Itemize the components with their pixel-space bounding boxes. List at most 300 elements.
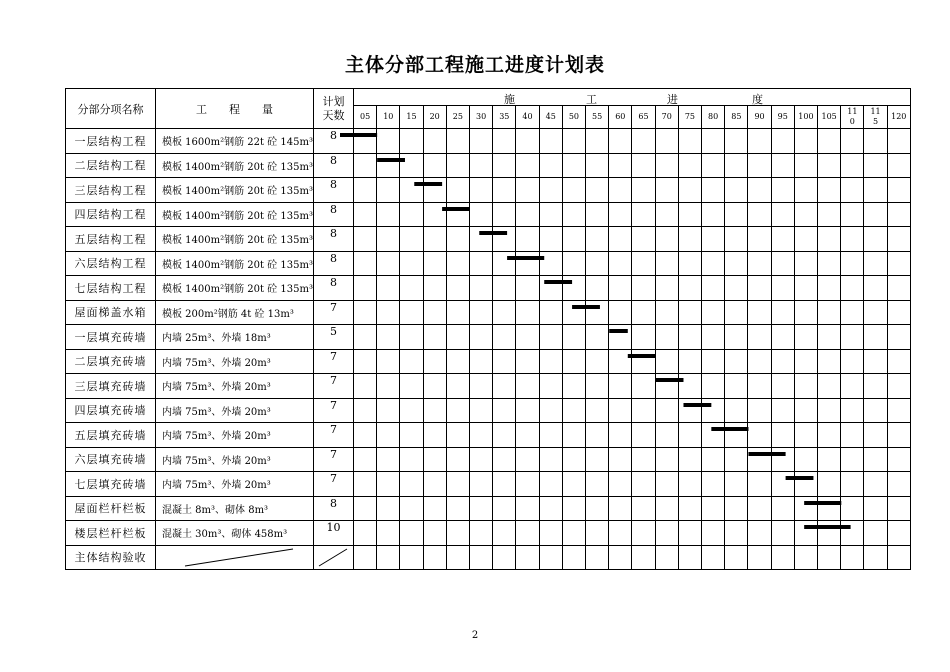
grid-cell: [353, 374, 376, 399]
grid-cell: [609, 521, 632, 546]
grid-cell: [423, 521, 446, 546]
grid-cell: [516, 423, 539, 448]
row-plan-days: 8: [313, 496, 353, 521]
grid-cell: [609, 129, 632, 154]
grid-cell: [539, 349, 562, 374]
grid-cell: [771, 202, 794, 227]
grid-cell: [377, 153, 400, 178]
grid-cell: [586, 423, 609, 448]
tick-label: 60: [609, 106, 632, 129]
grid-cell: [562, 398, 585, 423]
grid-cell: [702, 227, 725, 252]
grid-cell: [470, 447, 493, 472]
row-item-name: 屋面栏杆栏板: [66, 496, 156, 521]
grid-cell: [562, 447, 585, 472]
grid-cell: [702, 202, 725, 227]
grid-cell: [400, 472, 423, 497]
grid-cell: [609, 227, 632, 252]
grid-cell: [725, 202, 748, 227]
grid-cell: [353, 202, 376, 227]
grid-cell: [864, 300, 887, 325]
tick-label: 11 5: [864, 106, 887, 129]
grid-cell: [887, 227, 910, 252]
grid-cell: [771, 423, 794, 448]
grid-cell: [470, 423, 493, 448]
grid-cell: [562, 227, 585, 252]
grid-cell: [678, 521, 701, 546]
row-quantity: 内墙 25m³、外墙 18m³: [156, 325, 314, 350]
grid-cell: [353, 521, 376, 546]
grid-cell: [377, 496, 400, 521]
table-row: [66, 325, 911, 350]
tick-label: 105: [818, 106, 841, 129]
grid-cell: [400, 202, 423, 227]
grid-cell: [632, 227, 655, 252]
grid-cell: [887, 300, 910, 325]
grid-cell: [841, 153, 864, 178]
grid-cell: [539, 545, 562, 570]
row-quantity: 混凝土 30m³、砌体 458m³: [156, 521, 314, 546]
grid-cell: [586, 398, 609, 423]
row-quantity: 模板 1600m²钢筋 22t 砼 145m³: [156, 129, 314, 154]
row-quantity: 模板 200m²钢筋 4t 砼 13m³: [156, 300, 314, 325]
grid-cell: [586, 251, 609, 276]
grid-cell: [771, 251, 794, 276]
grid-cell: [400, 129, 423, 154]
grid-cell: [748, 227, 771, 252]
grid-cell: [818, 423, 841, 448]
grid-cell: [887, 251, 910, 276]
grid-cell: [516, 300, 539, 325]
grid-cell: [818, 251, 841, 276]
grid-cell: [446, 300, 469, 325]
grid-cell: [609, 496, 632, 521]
grid-cell: [702, 325, 725, 350]
grid-cell: [632, 472, 655, 497]
grid-cell: [586, 153, 609, 178]
grid-cell: [586, 349, 609, 374]
grid-cell: [423, 276, 446, 301]
grid-cell: [423, 447, 446, 472]
grid-cell: [539, 521, 562, 546]
table-row: [66, 496, 911, 521]
table-row: [66, 251, 911, 276]
grid-cell: [702, 521, 725, 546]
grid-cell: [725, 300, 748, 325]
grid-cell: [562, 300, 585, 325]
table-row: [66, 153, 911, 178]
grid-cell: [562, 374, 585, 399]
row-item-name: 六层结构工程: [66, 251, 156, 276]
grid-cell: [562, 202, 585, 227]
grid-cell: [725, 472, 748, 497]
grid-cell: [423, 423, 446, 448]
grid-cell: [702, 545, 725, 570]
grid-cell: [725, 276, 748, 301]
grid-cell: [725, 129, 748, 154]
grid-cell: [400, 545, 423, 570]
grid-cell: [446, 374, 469, 399]
header-plan-days: 计划 天数: [313, 89, 353, 129]
table-row: [66, 349, 911, 374]
grid-cell: [609, 423, 632, 448]
row-item-name: 楼层栏杆栏板: [66, 521, 156, 546]
grid-cell: [725, 496, 748, 521]
grid-cell: [748, 447, 771, 472]
grid-cell: [353, 472, 376, 497]
tick-label: 80: [702, 106, 725, 129]
grid-cell: [887, 374, 910, 399]
grid-cell: [446, 545, 469, 570]
table-row: [66, 447, 911, 472]
grid-cell: [632, 374, 655, 399]
grid-cell: [678, 374, 701, 399]
grid-cell: [586, 472, 609, 497]
grid-cell: [887, 276, 910, 301]
grid-cell: [841, 545, 864, 570]
grid-cell: [562, 178, 585, 203]
grid-cell: [725, 374, 748, 399]
grid-cell: [353, 129, 376, 154]
grid-cell: [516, 251, 539, 276]
grid-cell: [794, 227, 817, 252]
grid-cell: [841, 472, 864, 497]
grid-cell: [609, 276, 632, 301]
grid-cell: [864, 129, 887, 154]
grid-cell: [841, 251, 864, 276]
grid-cell: [493, 545, 516, 570]
table-row: [66, 423, 911, 448]
grid-cell: [771, 447, 794, 472]
grid-cell: [446, 153, 469, 178]
row-plan-days: 7: [313, 300, 353, 325]
row-plan-days: 7: [313, 349, 353, 374]
grid-cell: [539, 398, 562, 423]
header-quantity: 工 程 量: [156, 89, 314, 129]
grid-cell: [446, 521, 469, 546]
row-item-name: 四层填充砖墙: [66, 398, 156, 423]
row-quantity: 模板 1400m²钢筋 20t 砼 135m³: [156, 251, 314, 276]
tick-label: 100: [794, 106, 817, 129]
grid-cell: [539, 423, 562, 448]
grid-cell: [818, 447, 841, 472]
grid-cell: [818, 178, 841, 203]
grid-cell: [586, 521, 609, 546]
grid-cell: [678, 129, 701, 154]
row-plan-days: 7: [313, 398, 353, 423]
grid-cell: [864, 325, 887, 350]
grid-cell: [609, 472, 632, 497]
grid-cell: [516, 447, 539, 472]
grid-cell: [794, 251, 817, 276]
grid-cell: [864, 472, 887, 497]
grid-cell: [493, 349, 516, 374]
grid-cell: [678, 349, 701, 374]
grid-cell: [539, 472, 562, 497]
grid-cell: [377, 276, 400, 301]
grid-cell: [655, 202, 678, 227]
tick-label: 90: [748, 106, 771, 129]
grid-cell: [470, 325, 493, 350]
grid-cell: [771, 349, 794, 374]
table-row: [66, 300, 911, 325]
grid-cell: [771, 227, 794, 252]
grid-cell: [748, 398, 771, 423]
grid-cell: [771, 178, 794, 203]
grid-cell: [632, 349, 655, 374]
grid-cell: [655, 398, 678, 423]
grid-cell: [609, 153, 632, 178]
grid-cell: [748, 153, 771, 178]
grid-cell: [609, 202, 632, 227]
row-plan-days: 7: [313, 472, 353, 497]
grid-cell: [493, 300, 516, 325]
grid-cell: [353, 447, 376, 472]
grid-cell: [377, 398, 400, 423]
grid-cell: [702, 129, 725, 154]
grid-cell: [423, 398, 446, 423]
grid-cell: [678, 178, 701, 203]
grid-cell: [748, 178, 771, 203]
grid-cell: [748, 129, 771, 154]
grid-cell: [423, 349, 446, 374]
grid-cell: [516, 153, 539, 178]
grid-cell: [377, 129, 400, 154]
grid-cell: [864, 153, 887, 178]
grid-cell: [493, 447, 516, 472]
grid-cell: [539, 227, 562, 252]
grid-cell: [771, 496, 794, 521]
tick-label: 35: [493, 106, 516, 129]
grid-cell: [655, 276, 678, 301]
page-number: 2: [471, 630, 479, 641]
grid-cell: [539, 276, 562, 301]
grid-cell: [353, 178, 376, 203]
grid-cell: [586, 129, 609, 154]
grid-cell: [423, 251, 446, 276]
grid-cell: [493, 496, 516, 521]
grid-cell: [586, 325, 609, 350]
grid-cell: [655, 129, 678, 154]
row-plan-days: 8: [313, 178, 353, 203]
grid-cell: [470, 276, 493, 301]
grid-cell: [864, 349, 887, 374]
grid-cell: [655, 325, 678, 350]
grid-cell: [632, 521, 655, 546]
grid-cell: [794, 202, 817, 227]
grid-cell: [377, 374, 400, 399]
grid-cell: [353, 153, 376, 178]
grid-cell: [702, 276, 725, 301]
grid-cell: [493, 129, 516, 154]
grid-cell: [516, 276, 539, 301]
grid-cell: [632, 325, 655, 350]
grid-cell: [818, 521, 841, 546]
grid-cell: [493, 202, 516, 227]
header-progress-char: 工: [585, 93, 597, 106]
grid-cell: [446, 349, 469, 374]
row-item-name: 屋面梯盖水箱: [66, 300, 156, 325]
grid-cell: [818, 545, 841, 570]
row-quantity: 内墙 75m³、外墙 20m³: [156, 447, 314, 472]
tick-label: 05: [353, 106, 376, 129]
grid-cell: [702, 472, 725, 497]
grid-cell: [353, 398, 376, 423]
grid-cell: [493, 227, 516, 252]
row-quantity: 模板 1400m²钢筋 20t 砼 135m³: [156, 227, 314, 252]
tick-label: 40: [516, 106, 539, 129]
grid-cell: [794, 325, 817, 350]
grid-cell: [864, 423, 887, 448]
grid-cell: [678, 423, 701, 448]
grid-cell: [678, 276, 701, 301]
grid-cell: [702, 349, 725, 374]
grid-cell: [423, 178, 446, 203]
grid-cell: [539, 251, 562, 276]
row-item-name: 四层结构工程: [66, 202, 156, 227]
grid-cell: [586, 202, 609, 227]
row-quantity: 内墙 75m³、外墙 20m³: [156, 374, 314, 399]
grid-cell: [470, 227, 493, 252]
grid-cell: [771, 153, 794, 178]
grid-cell: [470, 153, 493, 178]
grid-cell: [864, 398, 887, 423]
header-progress-char: 度: [751, 93, 763, 106]
grid-cell: [516, 349, 539, 374]
header-progress-char: 进: [666, 93, 678, 106]
grid-cell: [841, 447, 864, 472]
row-quantity: 模板 1400m²钢筋 20t 砼 135m³: [156, 178, 314, 203]
grid-cell: [887, 129, 910, 154]
grid-cell: [446, 423, 469, 448]
grid-cell: [678, 325, 701, 350]
grid-cell: [562, 349, 585, 374]
grid-cell: [446, 178, 469, 203]
grid-cell: [609, 300, 632, 325]
grid-cell: [794, 521, 817, 546]
grid-cell: [887, 545, 910, 570]
tick-label: 50: [562, 106, 585, 129]
row-item-name: 五层结构工程: [66, 227, 156, 252]
row-quantity: 内墙 75m³、外墙 20m³: [156, 423, 314, 448]
grid-cell: [794, 496, 817, 521]
grid-cell: [423, 227, 446, 252]
grid-cell: [841, 423, 864, 448]
grid-cell: [586, 545, 609, 570]
grid-cell: [887, 472, 910, 497]
tick-label: 30: [470, 106, 493, 129]
grid-cell: [632, 202, 655, 227]
grid-cell: [818, 153, 841, 178]
grid-cell: [655, 178, 678, 203]
grid-cell: [771, 374, 794, 399]
grid-cell: [516, 521, 539, 546]
grid-cell: [446, 202, 469, 227]
grid-cell: [539, 300, 562, 325]
grid-cell: [400, 325, 423, 350]
grid-cell: [794, 374, 817, 399]
grid-cell: [655, 545, 678, 570]
grid-cell: [818, 398, 841, 423]
table-row: [66, 521, 911, 546]
grid-cell: [353, 300, 376, 325]
table-row: [66, 227, 911, 252]
grid-cell: [423, 202, 446, 227]
grid-cell: [702, 178, 725, 203]
grid-cell: [818, 202, 841, 227]
grid-cell: [400, 251, 423, 276]
grid-cell: [794, 423, 817, 448]
grid-cell: [562, 129, 585, 154]
grid-cell: [562, 472, 585, 497]
grid-cell: [841, 374, 864, 399]
grid-cell: [841, 325, 864, 350]
grid-cell: [470, 545, 493, 570]
grid-cell: [470, 374, 493, 399]
grid-cell: [609, 545, 632, 570]
grid-cell: [493, 178, 516, 203]
grid-cell: [887, 521, 910, 546]
row-item-name: 六层填充砖墙: [66, 447, 156, 472]
grid-cell: [748, 423, 771, 448]
grid-cell: [818, 472, 841, 497]
grid-cell: [771, 545, 794, 570]
grid-cell: [655, 496, 678, 521]
row-item-name: 一层填充砖墙: [66, 325, 156, 350]
grid-cell: [887, 398, 910, 423]
grid-cell: [632, 398, 655, 423]
grid-cell: [887, 325, 910, 350]
grid-cell: [841, 129, 864, 154]
grid-cell: [516, 545, 539, 570]
grid-cell: [516, 496, 539, 521]
row-plan-days: 7: [313, 423, 353, 448]
grid-cell: [678, 398, 701, 423]
grid-cell: [841, 300, 864, 325]
tick-label: 25: [446, 106, 469, 129]
grid-cell: [725, 227, 748, 252]
grid-cell: [493, 374, 516, 399]
grid-cell: [493, 153, 516, 178]
grid-cell: [864, 178, 887, 203]
grid-cell: [493, 325, 516, 350]
grid-cell: [609, 398, 632, 423]
row-quantity: 模板 1400m²钢筋 20t 砼 135m³: [156, 276, 314, 301]
grid-cell: [818, 374, 841, 399]
grid-cell: [470, 398, 493, 423]
grid-cell: [446, 447, 469, 472]
grid-cell: [493, 251, 516, 276]
grid-cell: [841, 398, 864, 423]
grid-cell: [423, 374, 446, 399]
grid-cell: [423, 472, 446, 497]
page-title: 主体分部工程施工进度计划表: [344, 54, 605, 76]
grid-cell: [655, 349, 678, 374]
grid-cell: [377, 202, 400, 227]
tick-label: 95: [771, 106, 794, 129]
grid-cell: [864, 227, 887, 252]
row-item-name: 三层结构工程: [66, 178, 156, 203]
grid-cell: [539, 129, 562, 154]
grid-cell: [748, 276, 771, 301]
grid-cell: [446, 496, 469, 521]
row-plan-days: 10: [313, 521, 353, 546]
grid-cell: [678, 447, 701, 472]
grid-cell: [702, 398, 725, 423]
grid-cell: [377, 325, 400, 350]
grid-cell: [725, 251, 748, 276]
grid-cell: [353, 276, 376, 301]
